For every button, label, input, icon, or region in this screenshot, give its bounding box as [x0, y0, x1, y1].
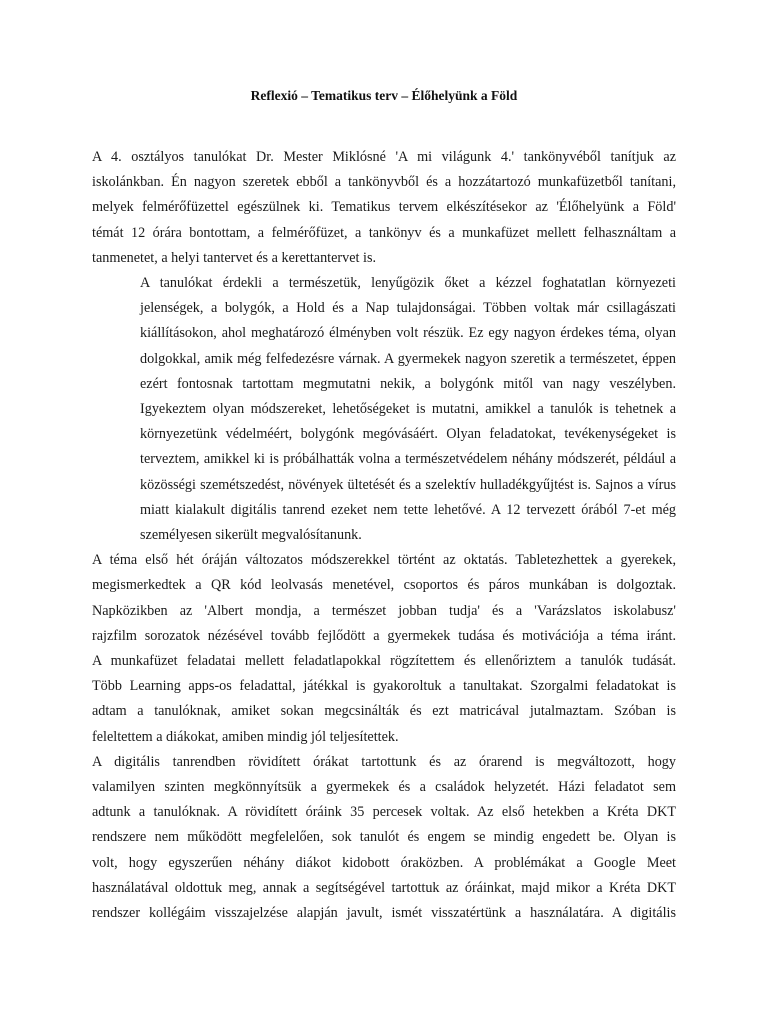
text-line: rendszere nem működött megfelelően, sok tanulót és engem se mindig engedett be. Olyan is [92, 829, 676, 846]
text-line: rendszer kollégáim visszajelzése alapján javult, ismét visszatértünk a használatára. A digitális [92, 905, 676, 922]
text-line: ezért fontosnak tartottam megmutatni nekik, a bolygónk mitől van nagy veszélyben. [140, 375, 676, 392]
text-line: környezetünk védelméért, bolygónk megóvásáért. Olyan feladatokat, tevékenységeket is [140, 426, 676, 443]
text-line: A 4. osztályos tanulókat Dr. Mester Miklósné 'A mi világunk 4.' tankönyvéből tanítjuk az [92, 149, 676, 165]
paragraph [92, 548, 676, 750]
text-line: kiállításokon, ahol meghatározó élményben volt részük. Ez egy nagyon érdekes téma, olyan [140, 325, 676, 342]
text-line: A digitális tanrendben rövidített órákat tartottunk és az órarend is megváltozott, hogy [92, 753, 676, 770]
text-line: A téma első hét óráján változatos módszerekkel történt az oktatás. Tabletezhettek a gyerekek, [92, 552, 676, 569]
document-body [92, 145, 676, 926]
text-line: tanmenetet, a helyi tantervet és a kerettantervet is. [92, 249, 377, 266]
text-line: Igyekeztem olyan módszereket, lehetőségeket is mutatni, amikkel a tanulók is tehetnek a [140, 401, 676, 418]
document-title: Reflexió – Tematikus terv – Élőhelyünk a Föld [250, 88, 518, 103]
text-line: volt, hogy egyszerűen néhány diákot kidobott óraközben. A problémákat a Google Meet [92, 854, 676, 871]
text-line: iskolánkban. Én nagyon szeretek ebből a tankönyvből és a hozzátartozó munkafüzetből tanítani, [92, 174, 676, 191]
text-line: Több Learning apps-os feladattal, játékkal is gyakoroltuk a tanultakat. Szorgalmi feladatokat is [92, 678, 676, 695]
text-line: melyek felmérőfüzettel egészülnek ki. Tematikus tervem elkészítésekor az 'Élőhelyünk a Föld' [92, 199, 676, 216]
paragraph [92, 750, 676, 926]
paragraph [92, 145, 676, 271]
text-line: közösségi szemétszedést, növények ültetését és a szelektív hulladékgyűjtést is. Sajnos a vírus [140, 476, 676, 493]
text-line: személyesen sikerült megvalósítanunk. [140, 527, 362, 544]
text-line: valamilyen szinten megkönnyítsük a gyermekek és a családok helyzetét. Házi feladatot sem [92, 779, 676, 796]
text-line: adtunk a tanulóknak. A rövidített óráink 35 percesek voltak. Az első hetekben a Kréta DKT [92, 804, 676, 821]
text-line: jelenségek, a bolygók, a Hold és a Nap tulajdonságai. Többen voltak már csillagászati [140, 300, 676, 317]
text-line: miatt kialakult digitális tanrend ezeket nem tette lehetővé. A 12 tervezett órából 7-et még [140, 501, 676, 518]
paragraph [92, 271, 676, 548]
text-line: adtam a tanulóknak, amiket sokan megcsinálták és ezt matricával jutalmaztam. Szóban is [92, 703, 676, 720]
text-line: használatával oldottuk meg, annak a segítségével tartottuk az óráinkat, majd mikor a Kréta DKT [92, 879, 676, 896]
text-line: rajzfilm sorozatok nézésével tovább fejlődött a gyermekek tudása és motivációja a téma iránt. [92, 627, 676, 644]
text-line: feleltettem a diákokat, amiben mindig jól teljesítettek. [92, 728, 399, 745]
text-line: témát 12 órára bontottam, a felmérőfüzet, a tankönyv és a munkafüzet mellett felhasználtam a [92, 224, 676, 241]
text-line: A tanulókat érdekli a természetük, lenyűgözik őket a kézzel foghatatlan környezeti [140, 275, 676, 292]
text-line: Napközikben az 'Albert mondja, a természet jobban tudja' és a 'Varázslatos iskolabusz' [92, 602, 676, 619]
text-line: terveztem, amikkel ki is próbálhatták volna a természetvédelem néhány módszerét, például a [140, 451, 676, 468]
text-line: megismerkedtek a QR kód leolvasás menetével, csoportos és páros munkában is dolgoztak. [92, 577, 676, 594]
text-line: dolgokkal, amik még felfedezésre várnak. A gyermekek nagyon szeretik a természetet, éppen [140, 350, 676, 367]
text-line: A munkafüzet feladatai mellett feladatlapokkal rögzítettem és ellenőriztem a tanulók tudását. [92, 653, 676, 670]
